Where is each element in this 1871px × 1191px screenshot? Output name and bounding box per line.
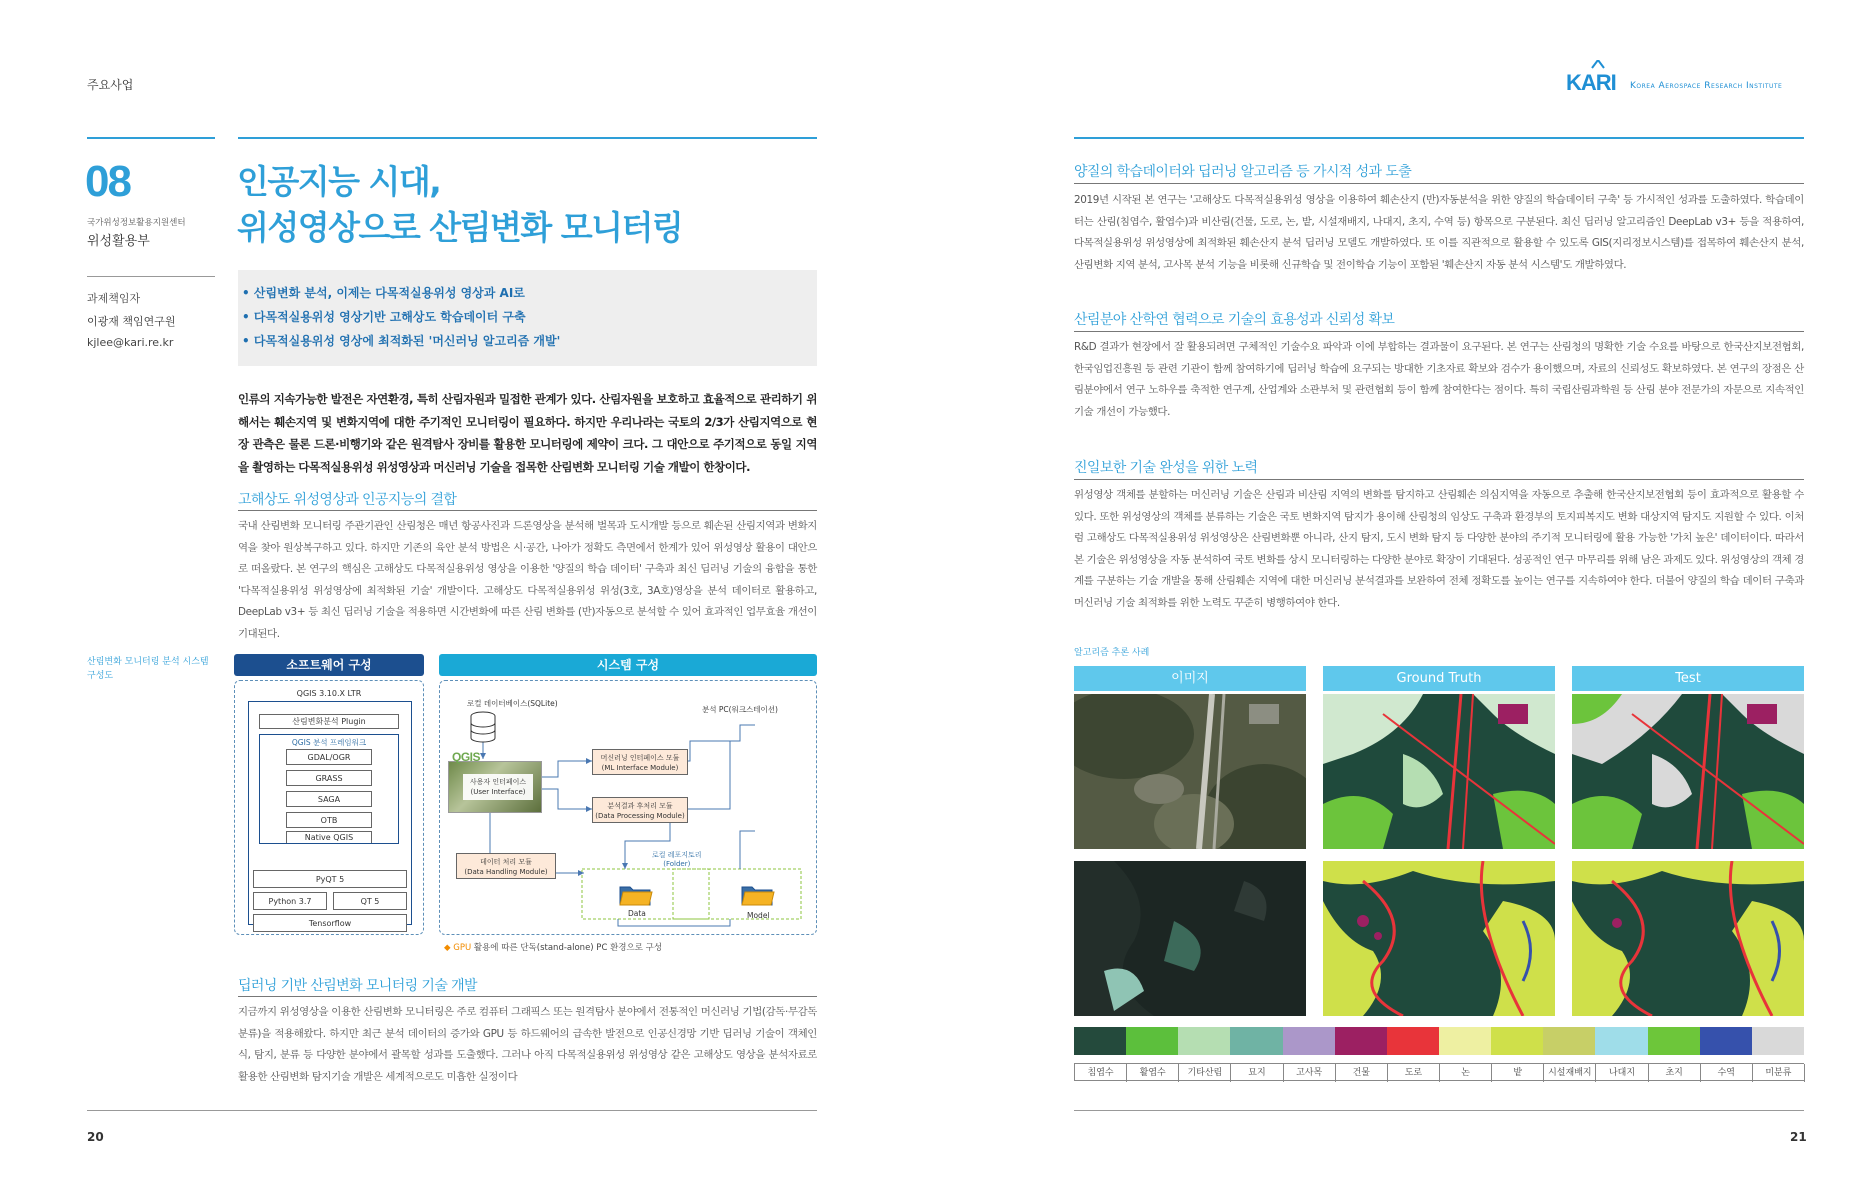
ui-box: 사용자 인터페이스 (User Interface): [463, 774, 533, 800]
legend-label: 활엽수: [1127, 1064, 1179, 1082]
software-diagram: [234, 680, 424, 935]
software-title: 소프트웨어 구성: [234, 654, 424, 676]
legend-swatch: [1283, 1027, 1336, 1055]
section-title: 진일보한 기술 완성을 위한 노력: [1074, 460, 1258, 476]
legend-label: 시설재배지: [1544, 1064, 1596, 1082]
plugin-box: 산림변화분석 Plugin: [259, 714, 399, 729]
legend-label: 고사목: [1284, 1064, 1336, 1082]
summary-bullet: • 다목적실용위성 영상에 최적화된 '머신러닝 알고리즘 개발': [242, 334, 561, 348]
page-number: 21: [1790, 1130, 1807, 1144]
pm-name: 이광재 책임연구원: [87, 315, 176, 328]
divider: [238, 137, 817, 139]
model-label: Model: [747, 911, 770, 920]
section-body: 2019년 시작된 본 연구는 '고해상도 다목적실용위성 영상을 이용하여 훼손산지 (반)자동분석을 위한 양질의 학습데이터 구축' 등 가시적인 성과를 도출하였다. 학습데이터는 산림(침엽수, 활엽수)과 비산림(건물, 도로, 논, 밭, 시설재배지, 나대지, 초지, 수역 등) 항목으로 구분된다. 최신 딥러닝 알고리즘인 DeepLab v3+ 등을 적용하여, 다목적실용위성 위성영상에 최적화된 훼손산지 분석 딥러닝 모델도 개발하였다. 또 이를 직관적으로 활용할 수 있도록 GIS(지리정보시스템)를 접목하여 훼손산지 분석, 산림변화 지역 분석, 고사목 분석 기능을 비롯해 신규학습 및 전이학습 기능이 포함된 '훼손산지 자동 분석 시스템'도 개발하였다.: [1074, 194, 1804, 271]
legend-label: 수역: [1701, 1064, 1753, 1082]
figure-caption: 알고리즘 추론 사례: [1074, 648, 1150, 658]
footer-rule: [1074, 1110, 1804, 1111]
dept-name: 위성활용부: [87, 234, 150, 249]
kari-logo-mark-text: KARI: [1566, 70, 1616, 94]
legend-swatch: [1752, 1027, 1805, 1055]
section-title: 딥러닝 기반 산림변화 모니터링 기술 개발: [238, 978, 477, 994]
page-number: 20: [87, 1130, 104, 1144]
framework-box: [259, 734, 399, 844]
article-number: 08: [85, 157, 130, 206]
ml-module-box: 머신러닝 인터페이스 모듈 (ML Interface Module): [592, 749, 688, 775]
section-header: 주요사업: [87, 78, 134, 92]
qgis-version: QGIS 3.10.X LTR: [296, 689, 362, 698]
satellite-image-1: [1074, 694, 1306, 849]
section-title: 고해상도 위성영상과 인공지능의 결합: [238, 492, 457, 508]
divider: [1074, 183, 1804, 184]
divider: [238, 996, 817, 997]
legend-label: 나대지: [1596, 1064, 1648, 1082]
section-body: 지금까지 위성영상을 이용한 산림변화 모니터링은 주로 컴퓨터 그래픽스 또는 원격탐사 분야에서 전통적인 머신러닝 기법(감독·무감독 분류)을 적용해왔다. 하지만 최근 분석 데이터의 증가와 GPU 등 하드웨어의 급속한 발전으로 인공신경망 기반 딥러닝 기술이 객체인식, 탐지, 분류 등 다양한 분야에서 괄목할 성과를 도출했다. 그러나 아직 다목적실용위성 위성영상 같은 고해상도 영상을 분석자료로 활용한 산림변화 탐지기술 개발은 세계적으로도 미흡한 실정이다: [238, 1006, 817, 1083]
test-image-1: [1572, 694, 1804, 849]
database-icon: [469, 711, 497, 743]
legend-swatch: [1648, 1027, 1701, 1055]
summary-bullet: • 산림변화 분석, 이제는 다목적실용위성 영상과 AI로: [242, 286, 525, 300]
pm-email[interactable]: kjlee@kari.re.kr: [87, 336, 174, 349]
kari-logo: [1566, 60, 1806, 96]
ground-truth-image-1: [1323, 694, 1555, 849]
col-header-image: 이미지: [1074, 666, 1306, 691]
gpu-note: [444, 941, 662, 953]
grass-box: GRASS: [286, 770, 372, 786]
qt-box: QT 5: [333, 892, 407, 910]
kari-logo-mark: [1566, 60, 1632, 94]
qgis-screenshot: [448, 750, 542, 813]
legend-label: 미분류: [1753, 1064, 1805, 1082]
pm-label: 과제책임자: [87, 292, 141, 305]
folder-label: 로컬 레포지토리 (Folder): [652, 851, 702, 868]
legend-label: 논: [1440, 1064, 1492, 1082]
pyqt-box: PyQT 5: [253, 870, 407, 888]
col-header-test: Test: [1572, 666, 1804, 691]
title-line-1: 인공지능 시대,: [237, 162, 441, 201]
data-folder-icon: [618, 883, 654, 907]
dept-small: 국가위성정보활용지원센터: [87, 218, 186, 228]
divider: [238, 510, 817, 511]
legend-label: 침엽수: [1075, 1064, 1127, 1082]
col-header-ground-truth: Ground Truth: [1323, 666, 1555, 691]
analysis-pc-label: 분석 PC(워크스테이션): [702, 705, 778, 714]
legend-label: 도로: [1388, 1064, 1440, 1082]
section-body: R&D 결과가 현장에서 잘 활용되려면 구체적인 기술수요 파악과 이에 부합하는 결과물이 요구된다. 본 연구는 산림청의 명확한 기술 수요를 바탕으로 한국산지보전협회, 한국임업진흥원 등 관련 기관이 함께 참여하기에 딥러닝 학습에 요구되는 방대한 기초자료 확보와 검수가 용이했으며, 자료의 신뢰성도 확보하였다. 본 연구의 장점은 산림분야에서 연구 노하우를 축적한 연구계, 산업계와 소관부처 및 관련협회 등이 함께 참여한다는 점이다. 특히 국립산림과학원 등 산림 분야 전문가의 자문으로 지속적인 기술 개선이 가능했다.: [1074, 341, 1804, 418]
section-title: 산림분야 산학연 협력으로 기술의 효용성과 신뢰성 확보: [1074, 312, 1395, 328]
system-diagram: [439, 680, 817, 935]
divider: [87, 276, 215, 277]
summary-box: [238, 270, 817, 366]
python-box: Python 3.7: [253, 892, 327, 910]
divider: [1074, 137, 1804, 139]
qgis-logo: QGIS: [452, 750, 481, 764]
title-line-2: 위성영상으로 산림변화 모니터링: [237, 208, 683, 247]
section-body: 위성영상 객체를 분할하는 머신러닝 기술은 산림과 비산림 지역의 변화를 탐지하고 산림훼손 의심지역을 자동으로 추출해 한국산지보전협회 등이 효과적으로 활용할 수 있다. 또한 위성영상의 객체를 분류하는 기술은 국토 변화지역 탐지가 용이해 산림청의 임상도 구축과 환경부의 토지피복지도 변화 대상지역 탐지도 지원할 수 있다. 이처럼 고해상도 다목적실용위성 위성영상은 산림변화뿐 아니라, 산지 탐지, 도시 변화 탐지 등 다양한 분야의 주기적 모니터링에 활용 가능한 '가치 높은' 데이터이다. 따라서 본 기술은 위성영상을 자동 분석하여 국토 변화를 상시 모니터링하는 다양한 분야로 확장이 기대된다. 성공적인 연구 마무리를 위해 남은 과제도 있다. 위성영상의 객체 경계를 구분하는 기술 개발을 통해 산림훼손 지역에 대한 머신러닝 분석결과를 보완하여 전체 정확도를 높이는 연구를 지속하여야 한다. 더불어 양질의 학습 데이터 구축과 머신러닝 기술 최적화를 위한 노력도 꾸준히 병행하여야 한다.: [1074, 489, 1804, 609]
gdal-box: GDAL/OGR: [286, 749, 372, 765]
legend-label: 밭: [1492, 1064, 1544, 1082]
section-title: 양질의 학습데이터와 딥러닝 알고리즘 등 가시적 성과 도출: [1074, 164, 1412, 180]
local-db-label: 로컬 데이터베이스(SQLite): [467, 699, 558, 708]
gpu-note-text: 활용에 따른 단독(stand-alone) PC 환경으로 구성: [471, 943, 663, 953]
legend-swatch: [1230, 1027, 1283, 1055]
legend-swatch: [1387, 1027, 1440, 1055]
dp-module-box: 분석결과 후처리 모듈 (Data Processing Module): [592, 797, 688, 823]
legend-swatch: [1491, 1027, 1544, 1055]
figure-caption: 산림변화 모니터링 분석 시스템 구성도: [87, 657, 209, 681]
native-qgis-box: Native QGIS: [286, 831, 372, 843]
saga-box: SAGA: [286, 791, 372, 807]
legend-swatch: [1543, 1027, 1596, 1055]
summary-bullet: • 다목적실용위성 영상기반 고해상도 학습데이터 구축: [242, 310, 526, 324]
legend-swatch: [1595, 1027, 1648, 1055]
legend-swatch: [1178, 1027, 1231, 1055]
data-label: Data: [628, 909, 646, 918]
gpu-note-prefix: ◆ GPU: [444, 943, 472, 953]
intro-paragraph: 인류의 지속가능한 발전은 자연환경, 특히 산림자원과 밀접한 관계가 있다. 산림자원을 보호하고 효율적으로 관리하기 위해서는 훼손지역 및 변화지역에 대한 주기적인 모니터링이 필요하다. 하지만 우리나라는 국토의 2/3가 산림지역으로 현장 관측은 물론 드론·비행기와 같은 원격탐사 장비를 활용한 모니터링에 제약이 크다. 그 대안으로 주기적으로 동일 지역을 촬영하는 다목적실용위성 위성영상과 머신러닝 기술을 접목한 산림변화 모니터링 기술 개발이 한창이다.: [238, 392, 817, 474]
legend-label: 묘지: [1231, 1064, 1283, 1082]
legend-swatches: [1074, 1027, 1804, 1055]
software-stack: [248, 701, 412, 928]
legend-swatch: [1335, 1027, 1388, 1055]
kari-logo-text: Korea Aerospace Research Institute: [1630, 81, 1783, 91]
divider: [87, 137, 215, 139]
legend-swatch: [1126, 1027, 1179, 1055]
legend-swatch: [1074, 1027, 1127, 1055]
legend-label: 초지: [1649, 1064, 1701, 1082]
legend-swatch: [1439, 1027, 1492, 1055]
ground-truth-image-2: [1323, 861, 1555, 1016]
dh-module-box: 데이터 처리 모듈 (Data Handling Module): [456, 853, 556, 879]
divider: [1074, 479, 1804, 480]
section-body: 국내 산림변화 모니터링 주관기관인 산림청은 매년 항공사진과 드론영상을 분석해 벌목과 도시개발 등으로 훼손된 산림지역과 변화지역을 찾아 원상복구하고 있다. 하지만 기존의 육안 분석 방법은 시·공간, 나아가 정확도 측면에서 한계가 있어 위성영상 활용이 대안으로 떠올랐다. 본 연구의 핵심은 고해상도 다목적실용위성 영상을 이용한 '양질의 학습 데이터' 구축과 최신 딥러닝 기술의 융합을 통한 '다목적실용위성 위성영상에 최적화된 기술' 개발이다. 고해상도 다목적실용위성 위성(3호, 3A호)영상을 분석 데이터로 활용하고, DeepLab v3+ 등 최신 딥러닝 기술을 적용하면 시간변화에 따른 산림 변화를 (반)자동으로 분석할 수 있어 효과적인 업무효율 개선이 기대된다.: [238, 520, 817, 640]
footer-rule: [87, 1110, 817, 1111]
legend-label: 건물: [1336, 1064, 1388, 1082]
system-title: 시스템 구성: [439, 654, 817, 676]
framework-label: QGIS 분석 프레임워크: [291, 738, 367, 747]
tensorflow-box: Tensorflow: [253, 914, 407, 932]
test-image-2: [1572, 861, 1804, 1016]
legend-labels: [1074, 1063, 1804, 1081]
legend-swatch: [1700, 1027, 1753, 1055]
divider: [1074, 331, 1804, 332]
satellite-image-2: [1074, 861, 1306, 1016]
otb-box: OTB: [286, 812, 372, 828]
model-folder-icon: [740, 883, 776, 907]
legend-label: 기타산림: [1179, 1064, 1231, 1082]
